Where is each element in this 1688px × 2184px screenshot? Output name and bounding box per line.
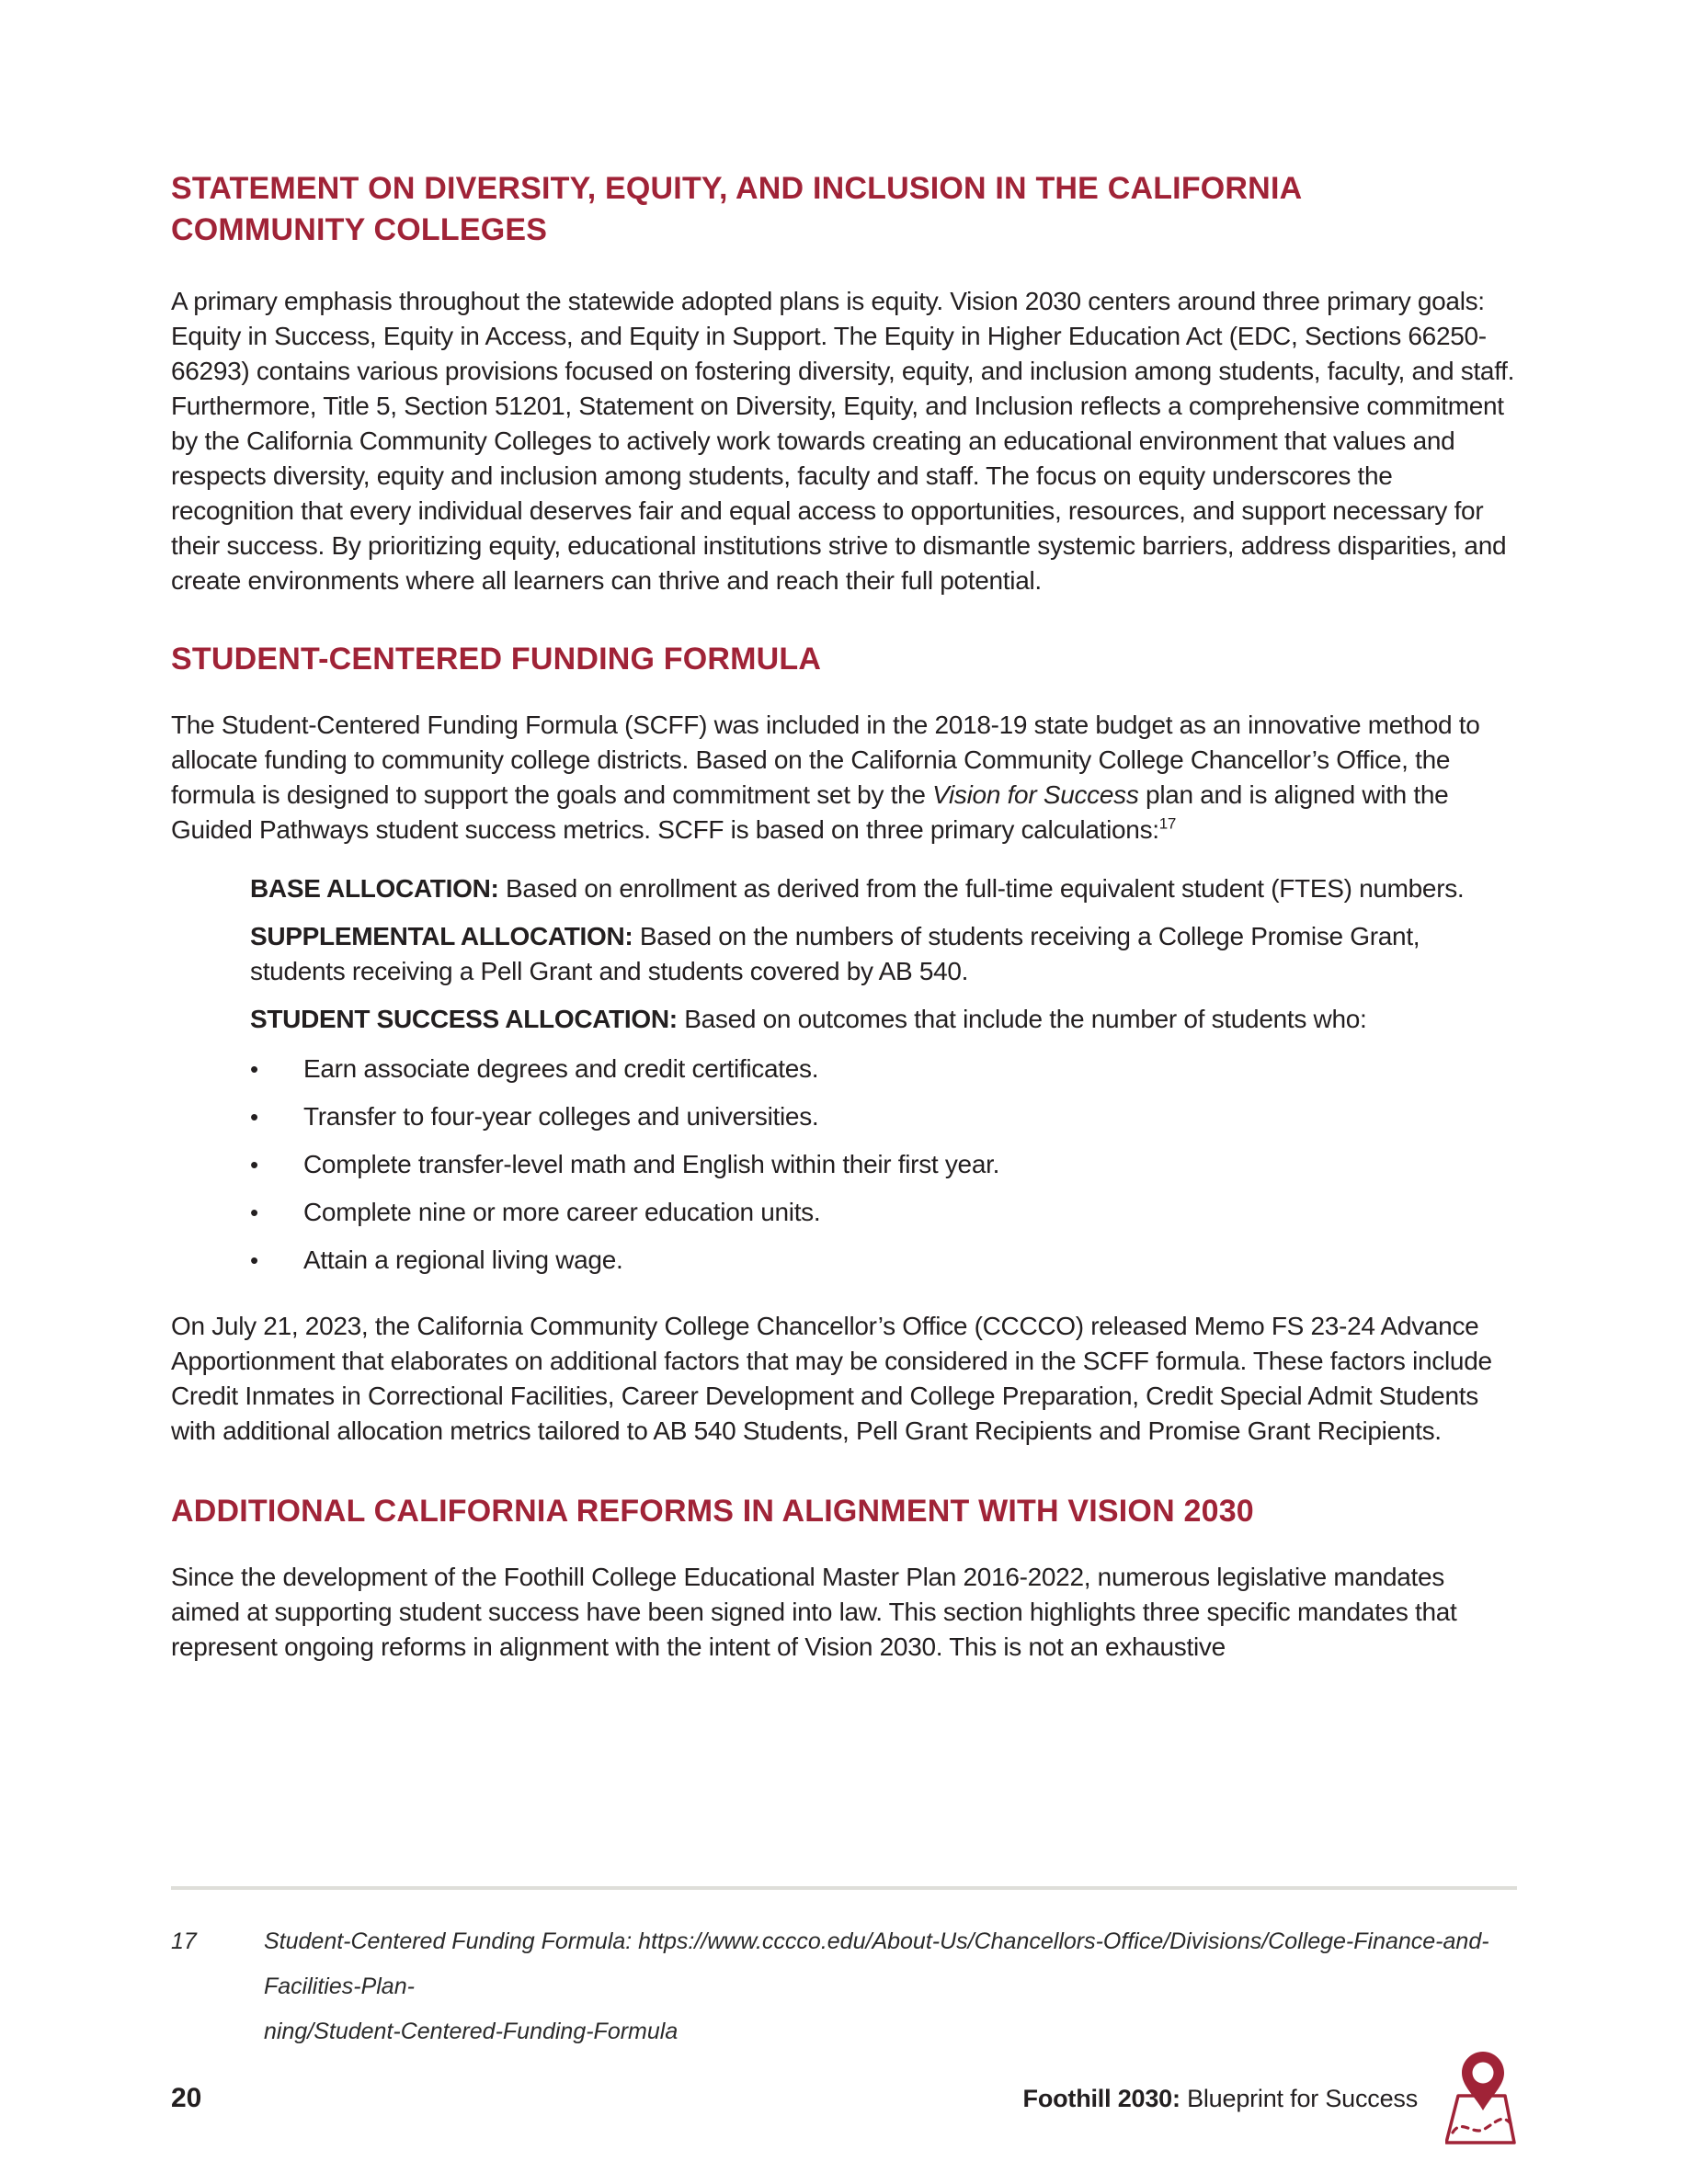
list-item	[250, 1052, 1517, 1086]
page-footer	[171, 2053, 1517, 2144]
allocation-text-base: Based on enrollment as derived from the full-time equivalent student (FTES) numbers.	[506, 874, 1465, 903]
scff-intro-text-2: plan and is aligned with the Guided Pathways student success metrics. SCFF is based on three primary calculations:	[171, 780, 1449, 844]
heading-scff: STUDENT-CENTERED FUNDING FORMULA	[171, 642, 822, 677]
success-outcomes-list	[250, 1052, 1517, 1278]
paragraph-dei: A primary emphasis throughout the statewide adopted plans is equity. Vision 2030 centers around three primary goals: Equity in Success, Equity in Access, and Equity in Support. The Equity in Higher Education Act (EDC, Sections 66250-66293) contains various provisions focused on fostering diversity, equity, and inclusion among students, faculty, and staff. Furthermore, Title 5, Section 51201, Statement on Diversity, Equity, and Inclusion reflects a comprehensive commitment by the California Community Colleges to actively work towards creating an educational environment that values and respects diversity, equity and inclusion among students, faculty and staff. The focus on equity underscores the recognition that every individual deserves fair and equal access to opportunities, resources, and support necessary for their success. By prioritizing equity, educational institutions strive to dismantle systemic barriers, address disparities, and create environments where all learners can thrive and reach their full potential.	[171, 287, 1515, 595]
footnote-divider	[171, 1886, 1517, 1890]
footer-brand-bold: Foothill 2030:	[1022, 2084, 1180, 2112]
list-item-text: Transfer to four-year colleges and universities.	[303, 1102, 819, 1131]
map-pin-icon	[1445, 2052, 1517, 2145]
footnote	[171, 1919, 1517, 2054]
footer-brand-group	[1023, 2052, 1517, 2145]
page-number: 20	[171, 2083, 202, 2113]
allocation-text-supplemental: Based on the numbers of students receiving a College Promise Grant, students receiving a Pell Grant and students covered by AB 540.	[250, 922, 1420, 985]
allocation-label-supplemental: SUPPLEMENTAL ALLOCATION:	[250, 922, 633, 950]
vision-for-success-italic: Vision for Success	[932, 780, 1139, 809]
list-item-text: Complete transfer-level math and English within their first year.	[303, 1150, 1000, 1178]
footnote-line-1: Student-Centered Funding Formula: https://www.cccco.edu/About-Us/Chancellors-Office/Divisions/College-Finance-and-Facilities-Plan-	[264, 1928, 1489, 1999]
bullet-icon: •	[250, 1199, 258, 1226]
footer-brand-rest: Blueprint for Success	[1187, 2084, 1418, 2112]
allocation-item-supplemental	[250, 919, 1517, 989]
footer-brand-text	[1023, 2085, 1418, 2113]
list-item	[250, 1147, 1517, 1182]
paragraph-scff-intro	[171, 708, 1517, 847]
allocation-item-base	[250, 871, 1517, 906]
bullet-icon: •	[250, 1055, 258, 1083]
list-item	[250, 1195, 1517, 1230]
allocation-item-student-success	[250, 1002, 1517, 1037]
list-item-text: Complete nine or more career education units.	[303, 1198, 821, 1226]
list-item	[250, 1099, 1517, 1134]
footnote-reference-17: 17	[1158, 814, 1177, 833]
footnote-number: 17	[171, 1928, 197, 1954]
allocation-text-student-success: Based on outcomes that include the number of students who:	[684, 1005, 1367, 1033]
list-item-text: Earn associate degrees and credit certificates.	[303, 1054, 819, 1083]
scff-intro-text-1: The Student-Centered Funding Formula (SCFF) was included in the 2018-19 state budget as an innovative method to allocate funding to community college districts. Based on the California Community College Chancellor’s Office, the formula is designed to support the goals and commitment set by the	[171, 711, 1480, 809]
allocation-label-student-success: STUDENT SUCCESS ALLOCATION:	[250, 1005, 678, 1033]
bullet-icon: •	[250, 1151, 258, 1178]
heading-additional-reforms: ADDITIONAL CALIFORNIA REFORMS IN ALIGNMENT WITH VISION 2030	[171, 1494, 1254, 1529]
footnote-text	[264, 1919, 1517, 2054]
paragraph-cccco-memo: On July 21, 2023, the California Community College Chancellor’s Office (CCCCO) released Memo FS 23-24 Advance Apportionment that elaborates on additional factors that may be considered in the SCFF formula. These factors include Credit Inmates in Correctional Facilities, Career Development and College Preparation, Credit Special Admit Students with additional allocation metrics tailored to AB 540 Students, Pell Grant Recipients and Promise Grant Recipients.	[171, 1312, 1492, 1445]
list-item	[250, 1243, 1517, 1278]
allocation-label-base: BASE ALLOCATION:	[250, 874, 499, 903]
footnote-line-2: ning/Student-Centered-Funding-Formula	[264, 2019, 679, 2044]
page-content	[171, 168, 1517, 1665]
bullet-icon: •	[250, 1103, 258, 1131]
bullet-icon: •	[250, 1246, 258, 1274]
heading-dei-statement: STATEMENT ON DIVERSITY, EQUITY, AND INCLUSION IN THE CALIFORNIA COMMUNITY COLLEGES	[171, 171, 1302, 247]
list-item-text: Attain a regional living wage.	[303, 1246, 623, 1274]
paragraph-reforms-intro: Since the development of the Foothill College Educational Master Plan 2016-2022, numerous legislative mandates aimed at supporting student success have been signed into law. This section highlights three specific mandates that represent ongoing reforms in alignment with the intent of Vision 2030. This is not an exhaustive	[171, 1563, 1457, 1661]
allocation-list	[250, 871, 1517, 1037]
